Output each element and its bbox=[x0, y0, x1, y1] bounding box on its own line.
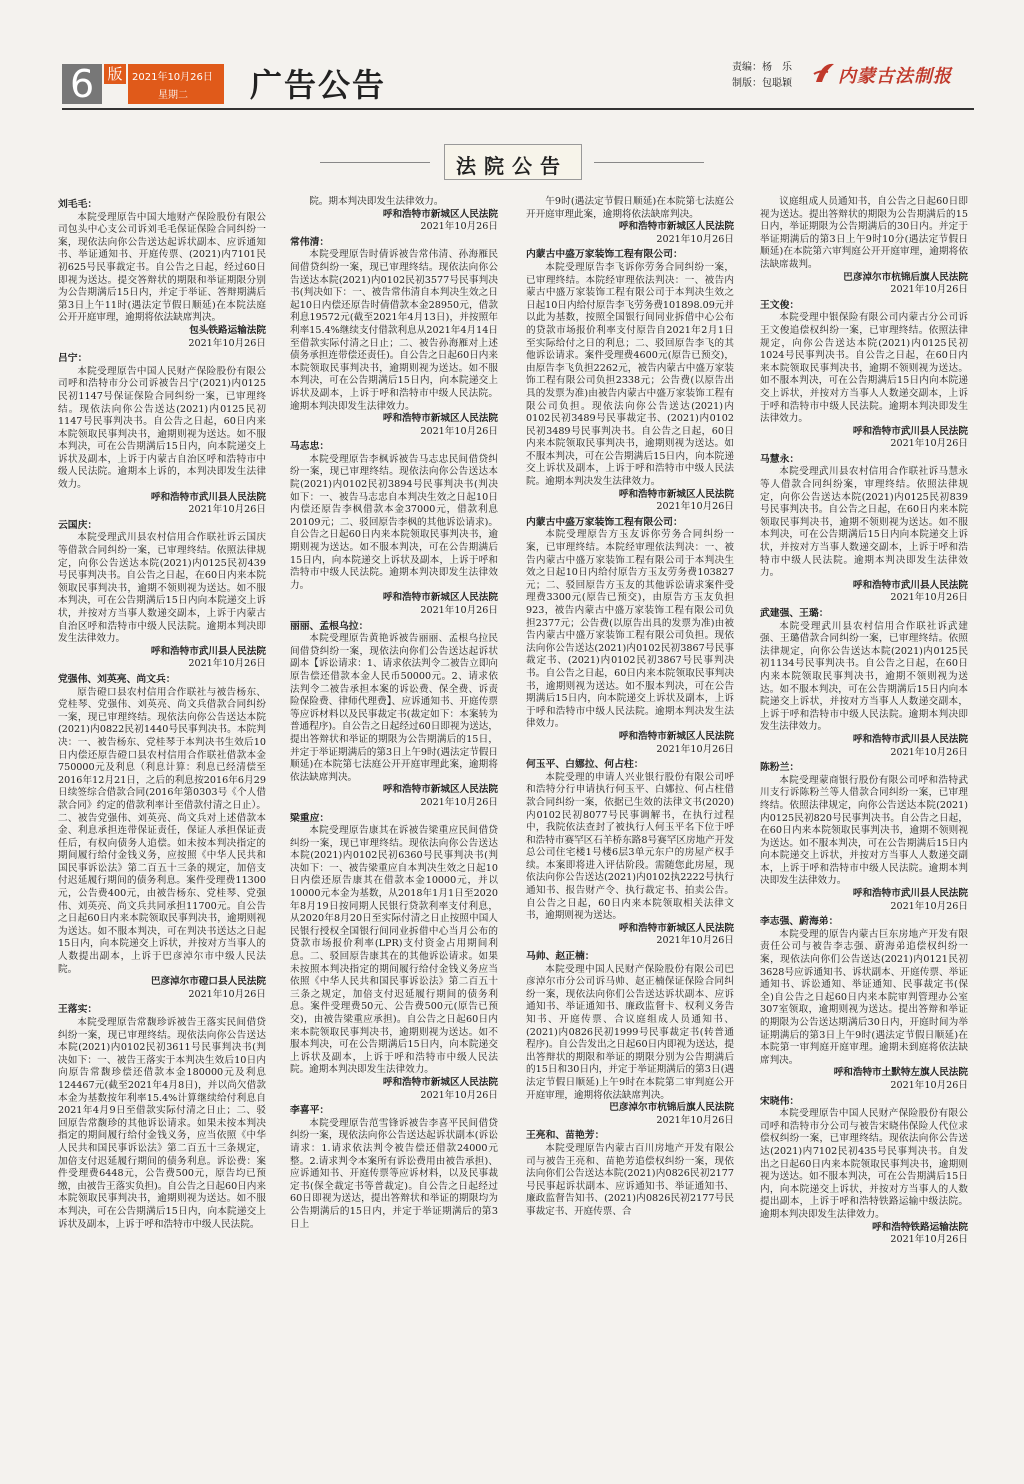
notice bbox=[526, 951, 734, 1127]
notice-court: 呼和浩特市武川县人民法院 bbox=[150, 645, 266, 657]
notice-recipient: 刘毛毛： bbox=[58, 199, 98, 210]
notice bbox=[760, 196, 968, 297]
notice-body: 本院受理原告内蒙古百川房地产开发有限公司与被告王亮和、苗艳芳追偿权纠纷一案，现依法向你们公告送达本院(2021)内0826民初2177号民事起诉状副本、应诉通知书、举证通知书、廉政监督告知书、(2021)内0826民初2177号民事裁定书、开庭传票、合 bbox=[526, 1142, 734, 1217]
notice bbox=[760, 1096, 968, 1247]
issue-date-box bbox=[128, 64, 224, 104]
notice-court: 巴彦淖尔市杭锦后旗人民法院 bbox=[609, 1102, 734, 1114]
notice-date: 2021年10月26日 bbox=[890, 1234, 968, 1246]
notice-date: 2021年10月26日 bbox=[420, 221, 498, 233]
notice-recipient: 云国庆： bbox=[58, 519, 98, 531]
notice bbox=[760, 916, 968, 1092]
notice bbox=[58, 1004, 266, 1231]
page-number: 6 bbox=[62, 64, 102, 104]
notice-court: 呼和浩特市新城区人民法院 bbox=[382, 784, 498, 796]
notice-body: 本院受理原告康其在诉被告梁重应民间借贷纠纷一案，现已审理终结。现依法向你公告送达本院(2021)内0102民初6360号民事判决书(判决如下：一、被告梁重应自本判决生效之日起10日内偿还原告康其在借款本金10000元，并以10000元本金为基数，从2018年1月1日至2020年8月19日按同期人民银行贷款利率支付利息，从2020年8月20日至实际付清之日止按照中国人民银行授权全国银行间同业拆借中心当月公布的贷款市场报价利率(LPR)支付资金占用期间利息。二、驳回原告康其在的其他诉讼请求。如果未按照本判决指定的期间履行给付金钱义务应当依照《中华人民共和国民事诉讼法》第二百五十三条之规定，加倍支付迟延履行期间的债务利息。案件受理费50元、公告费500元(原告已预交)，由被告梁重应承担)。自公告之日起60日内来本院领取民事判决书，逾期则视为送达。如不服本判决，可在公告期满后15日内，向本院递交上诉状及副本，上诉于呼和浩特市中级人民法院。逾期本判决即发生法律效力。 bbox=[290, 825, 498, 1076]
notice-recipient: 陈粉兰： bbox=[760, 762, 800, 774]
header-rule bbox=[62, 108, 974, 110]
notice-recipient: 梁重应： bbox=[290, 812, 330, 824]
section-title: 广告公告 bbox=[250, 66, 387, 104]
notice-date: 2021年10月26日 bbox=[890, 1079, 968, 1091]
notice bbox=[290, 196, 498, 234]
notice-body: 本院受理中国人民财产保险股份有限公司巴彦淖尔市分公司诉马帅、赵正楠保证保险合同纠纷一案，现依法向你们公告送达诉状副本、应诉通知书、举证通知书、廉政监督卡、权利义务告知书、开庭传票、合议庭组成人员通知书、(2021)内0826民初1999号民事裁定书(转普通程序)。自公告发出之日起60日内即视为送达，提出答辩状的期限和举证的期限分别为公告期满后的15日和30日内，并定于举证期满后的第3日(遇法定节假日顺延)上午9时在本院第二审判庭公开开庭审理，逾期将依法缺席判决。 bbox=[526, 963, 734, 1101]
notice-court: 呼和浩特市武川县人民法院 bbox=[852, 425, 968, 437]
notice bbox=[58, 674, 266, 1001]
notice-date: 2021年10月26日 bbox=[656, 935, 734, 947]
notice-recipient: 吕宁： bbox=[58, 353, 88, 365]
notice-date: 2021年10月26日 bbox=[890, 438, 968, 450]
notice bbox=[526, 517, 734, 756]
notice-date: 2021年10月26日 bbox=[420, 425, 498, 437]
notice-date: 2021年10月26日 bbox=[420, 605, 498, 616]
notice-body: 本院受理原告黄艳诉被告丽丽、孟根乌拉民间借贷纠纷一案，现依法向你们公告送达起诉状副本【诉讼请求：1、请求依法判令二被告立即向原告偿还借款本金人民币50000元。2、请求依法判令二被告承担本案的诉讼费、保全费、诉责险保险费、律师代理费】、应诉通知书、开庭传票等应诉材料以及民事裁定书(裁定如下：本案转为普通程序)。自公告之日起经过60日即视为送达，提出答辩状和举证的期限为公告期满后的15日，并定于举证期满后的第3日上午9时(遇法定节假日顺延)在本院第七法庭公开开庭审理此案，逾期将依法缺席判决。 bbox=[290, 633, 498, 783]
notice bbox=[760, 608, 968, 759]
notice-recipient: 常伟清： bbox=[290, 236, 330, 248]
notice-body: 本院受理的申请人兴业银行股份有限公司呼和浩特分行申请执行何玉平、白娜拉、何占柱借款合同纠纷一案，依据已生效的法律文书(2020)内0102民初8077号民事调解书，在执行过程中，我院依法查封了被执行人何玉平名下位于呼和浩特市赛罕区石羊桥东路8号赛罕区房地产开发总公司住宅楼1号楼6层3单元东户的房屋产权手续。本案即将进入评估阶段。需随您此房屋，现依法向你公告送达(2021)内0102执2222号执行通知书、报告财产令、执行裁定书、拍卖公告。自公告之日起，60日内来本院领取相关法律文书，逾期则视为送达。 bbox=[526, 771, 734, 922]
notice-court: 呼和浩特市新城区人民法院 bbox=[618, 221, 734, 233]
notice-date: 2021年10月26日 bbox=[188, 504, 266, 516]
notice-body: 本院受理的原告内蒙古巨东房地产开发有限责任公司与被告李志强、蔚海弟追偿权纠纷一案，现依法向你们公告送达(2021)内0121民初3628号应诉通知书、诉状副本、开庭传票、举证通知书、诉讼通知、举证通知、民事裁定书(保全)自公告之日起60日内来本院审判管理办公室307室领取，逾期则视为送达。提出答辩和举证的期限为公告送达期满后30日内，开庭时间为举证期满后的第3日上午9时(遇法定节假日顺延)在本院第一审判庭开庭审理。逾期未到庭将依法缺席判决。 bbox=[760, 928, 968, 1066]
notice-recipient: 丽丽、孟根乌拉： bbox=[290, 620, 369, 632]
notice-body: 原告磴口县农村信用合作联社与被告杨东、党桂琴、党强伟、刘英亮、尚文兵借款合同纠纷一案，现已审理终结。现依法向你公告送达本院(2021)内0822民初1440号民事判决书。本院判决：一、被告杨东、党桂琴于本判决书生效后10日内偿还原告磴口县农村信用合作联社借款本金750000元及利息（利息计算：利息已经清偿至2016年12月21日，之后的利息按2016年6月29日续签综合借款合同(2016年第0303号《个人借款合同》约定的借款利率计至借款付清之日止）。二、被告党强伟、刘英亮、尚文兵对上述借款本金、利息承担连带保证责任，保证人承担保证责任后，有权向债务人追偿。如未按本判决指定的期间履行给付金钱义务，应按照《中华人民共和国民事诉讼法》第二百五十三条的规定，加倍支付迟延履行期间的债务利息。案件受理费11300元，公告费400元，由被告杨东、党桂琴、党强伟、刘英亮、尚文兵共同承担11700元。自公告之日起60日内来本院领取民事判决书，逾期则视为送达。如不服本判决，可在判决书送达之日起15日内，向本院递交上诉状，并按对方当事人的人数提出副本，上诉于巴彦淖尔市中级人民法院。 bbox=[58, 686, 266, 975]
newspaper-name: 内蒙古法制报 bbox=[838, 66, 952, 87]
notice bbox=[526, 1130, 734, 1218]
notice-court: 呼和浩特市武川县人民法院 bbox=[852, 888, 968, 900]
column-2 bbox=[290, 196, 498, 1231]
notice-court: 呼和浩特市新城区人民法院 bbox=[618, 488, 734, 500]
notice-recipient: 内蒙古中盛万家装饰工程有限公司： bbox=[526, 516, 683, 528]
notice-date: 2021年10月26日 bbox=[188, 337, 266, 349]
logo-emblem-icon bbox=[812, 60, 836, 86]
notice-recipient: 王落实： bbox=[58, 1004, 98, 1016]
notice-recipient: 马慧永： bbox=[760, 453, 800, 465]
notice-date: 2021年10月26日 bbox=[188, 658, 266, 670]
notice bbox=[58, 353, 266, 517]
notice-recipient: 何玉平、白娜拉、何占柱： bbox=[526, 759, 644, 771]
notice-recipient: 内蒙古中盛万家装饰工程有限公司： bbox=[526, 249, 683, 261]
notice-court: 巴彦淖尔市磴口县人民法院 bbox=[150, 976, 266, 988]
notice-court: 呼和浩特市新城区人民法院 bbox=[382, 208, 498, 220]
notice-date: 2021年10月26日 bbox=[890, 746, 968, 758]
heading-rule-left bbox=[320, 162, 430, 163]
notice bbox=[290, 441, 498, 617]
notice-body: 院。期本判决即发生法律效力。 bbox=[309, 196, 444, 207]
notice-date: 2021年10月26日 bbox=[656, 743, 734, 755]
issue-date: 2021年10月26日 bbox=[132, 72, 213, 83]
notice-recipient: 马帅、赵正楠： bbox=[526, 951, 595, 963]
notice-recipient: 王文俊： bbox=[760, 299, 800, 311]
notice-body: 本院受理武川县农村信用合作联社诉云国庆等借款合同纠纷一案，已审理终结。依照法律规定，向你公告送达本院(2021)内0125民初439号民事判决书。自公告之日起，在60日内来本院领取民事判决书，逾期不领则视为送达。如不服本判决，可在公告期满后15日内向本院递交上诉状，并按对方当事人数递交副本，上诉于内蒙古自治区呼和浩特市中级人民法院。逾期本判决即发生法律效力。 bbox=[58, 532, 266, 645]
notice-court: 呼和浩特市土默特左旗人民法院 bbox=[833, 1067, 968, 1079]
notice-date: 2021年10月26日 bbox=[188, 988, 266, 1000]
notice-recipient: 李喜平： bbox=[290, 1105, 330, 1117]
notice-recipient: 党强伟、刘英亮、尚文兵： bbox=[58, 673, 176, 685]
notice-body: 本院受理原告中国大地财产保险股份有限公司包头中心支公司诉刘毛毛保证保险合同纠纷一案，现依法向你公告送达起诉状副本、应诉通知书、举证通知书、开庭传票、(2021)内7101民初625号民事裁定书。自公告之日起，经过60日即视为送达。提交答辩状的期限和举证期限分别为公告期满后15日内，并定于举证、答辩期满后第3日上午11时(遇法定节假日顺延)在本院法庭公开开庭审理，逾期将依法缺席判决。 bbox=[58, 211, 266, 324]
notice bbox=[760, 762, 968, 913]
notice-date: 2021年10月26日 bbox=[656, 233, 734, 245]
notice-body: 午9时(遇法定节假日顺延)在本院第七法庭公开开庭审理此案，逾期将依法缺席判决。 bbox=[526, 196, 734, 220]
notice bbox=[290, 813, 498, 1103]
notice bbox=[760, 300, 968, 451]
court-notice-heading bbox=[430, 142, 594, 182]
notice-body: 本院受理中银保险有限公司内蒙古分公司诉王文俊追偿权纠纷一案，已审理终结。依照法律规定，向你公告送达本院(2021)内0125民初1024号民事判决书。自公告之日起，在60日内来本院领取民事判决书，逾期不领则视为送达。如不服本判决，可在公告期满后15日内向本院递交上诉状，并按对方当事人人数递交副本，上诉于呼和浩特市中级人民法院。逾期本判决即发生法律效力。 bbox=[760, 312, 968, 425]
notice-court: 呼和浩特市武川县人民法院 bbox=[150, 491, 266, 503]
notice bbox=[290, 237, 498, 439]
notice-body: 本院受理原告李飞诉你劳务合同纠纷一案，已审理终结。本院经审理依法判决：一、被告内蒙古中盛万家装饰工程有限公司于本判决生效之日起10日内给付原告李飞劳务费101898.09元并以此为基数，按照全国银行间同业拆借中心公布的贷款市场报价利率支付原告自2021年2月1日至实际给付之日的利息；二、驳回原告李飞的其他诉讼请求。案件受理费4600元(原告已预交)，由原告李飞负担2262元，被告内蒙古中盛万家装饰工程有限公司负担2338元；公告费(以原告出具的发票为准)由被告内蒙古中盛万家装饰工程有限公司负担。现依法向你公告送达(2021)内0102民初3489号民事裁定书、(2021)内0102民初3489号民事判决书。自公告之日起，60日内来本院领取民事判决书，逾期则视为送达。如不服本判决，可在公告期满后15日内，向本院递交上诉状及副本，上诉于呼和浩特市中级人民法院。逾期本判决发生法律效力。 bbox=[526, 261, 734, 488]
notice-body: 本院受理原告时倩诉被告常伟清、孙海雁民间借贷纠纷一案，现已审理终结。现依法向你公告送达本院(2021)内0102民初3577号民事判决书(判决如下：一、被告常伟清自本判决生效之日起10日内偿还原告时倩借款本金28950元，借款利息19572元(截至2021年4月13日)，并按照年利率15.4%继续支付借款利息从2021年4月14日至借款实际付清之日止；二、被告孙海雁对上述债务承担连带偿还责任)。自公告之日起60日内来本院领取民事判决书，逾期则视为送达。如不服本判决，可在公告期满后15日内，向本院递交上诉状及副本，上诉于呼和浩特市中级人民法院。逾期本判决即发生法律效力。 bbox=[290, 249, 498, 412]
notice-body: 本院受理原告李枫诉被告马志忠民间借贷纠纷一案，现已审理终结。现依法向你公告送达本院(2021)内0102民初3894号民事判决书(判决如下：一、被告马志忠自本判决生效之日起10日内偿还原告李枫借款本金37000元，借款利息20109元；二、驳回原告李枫的其他诉讼请求)。自公告之日起60日内来本院领取民事判决书，逾期则视为送达。如不服本判决，可在公告期满后15日内，向本院递交上诉状及副本，上诉于呼和浩特市中级人民法院。逾期本判决即发生法律效力。 bbox=[290, 453, 498, 591]
notice bbox=[526, 196, 734, 246]
notice-court: 呼和浩特市武川县人民法院 bbox=[852, 579, 968, 591]
notice-court: 呼和浩特市新城区人民法院 bbox=[618, 922, 734, 934]
notice-body: 本院受理原告范雪锋诉被告李喜平民间借贷纠纷一案，现依法向你公告送达起诉状副本(诉讼请求：1.请求依法判令被告偿还借款24000元整。2.请求判令本案所有诉讼费用由被告承担)、应诉通知书、开庭传票等应诉材料，以及民事裁定书(保全裁定书等普裁定)。自公告之日起经过60日即视为送达，提出答辩状和举证的期限均为公告期满后的15日内，并定于举证期满后的第3日上 bbox=[290, 1117, 498, 1230]
producer-line: 制版：包聪颖 bbox=[732, 78, 792, 89]
notice-body: 本院受理武川县农村信用合作联社诉马慧永等人借款合同纠纷案，审理终结。依照法律规定，向你公告送达本院(2021)内0125民初839号民事判决书。自公告之日起，在60日内来本院领取民事判决书，逾期不领则视为送达。如不服本判决，可在公告期满后15日内向本院递交上诉状，并按对方当事人数递交副本，上诉于呼和浩特市中级人民法院。逾期本判决即发生法律效力。 bbox=[760, 466, 968, 579]
newspaper-logo bbox=[812, 58, 982, 88]
court-notice-title: 法院公告 bbox=[456, 154, 568, 178]
notice-date: 2021年10月26日 bbox=[890, 900, 968, 912]
column-3 bbox=[526, 196, 734, 1219]
notice-court: 包头铁路运输法院 bbox=[189, 324, 266, 336]
notice-body: 本院受理蒙商银行股份有限公司呼和浩特武川支行诉陈粉兰等人借款合同纠纷一案，已审理终结。依照法律规定，向你公告送达本院(2021)内0125民初820号民事判决书。自公告之日起，在60日内来本院领取民事判决书，逾期不领则视为送达。如不服本判决，可在公告期满后15日内向本院递交上诉状，并按对方当事人人数递交副本，上诉于呼和浩特市中级人民法院。逾期本判决即发生法律效力。 bbox=[760, 774, 968, 887]
notice-body: 本院受理原告方玉友诉你劳务合同纠纷一案，已审理终结。本院经审理依法判决：一、被告内蒙古中盛万家装饰工程有限公司于本判决生效之日起10日内给付原告方玉友劳务费103827元；二、驳回原告方玉友的其他诉讼请求案件受理费3300元(原告已预交)，由原告方玉友负担923，被告内蒙古中盛万家装饰工程有限公司负担2377元；公告费(以原告出具的发票为准)由被告内蒙古中盛万家装饰工程有限公司负担。现依法向你公告送达(2021)内0102民初3867号民事裁定书、(2021)内0102民初3867号民事判决书。自公告之日起，60日内来本院领取民事判决书，逾期则视为送达。如不服本判决，可在公告期满后15日内，向本院递交上诉状及副本，上诉于呼和浩特市中级人民法院。逾期本判决发生法律效力。 bbox=[526, 529, 734, 730]
editor-line: 责编：杨 乐 bbox=[732, 62, 792, 73]
notice-body: 本院受理原告中国人民财产保险股份有限公司呼和浩特市分公司与被告宋晓伟保险人代位求偿权纠纷一案，已审理终结。现依法向你公告送达(2021)内7102民初435号民事判决书。自发出之日起60日内来本院领取民事判决书，逾期则视为送达。如不服本判决，可在公告期满后15日内，向本院递交上诉状，并按对方当事人的人数提出副本，上诉于呼和浩特铁路运输中级法院。逾期本判决即发生法律效力。 bbox=[760, 1108, 968, 1220]
notice bbox=[526, 759, 734, 948]
notice-court: 巴彦淖尔市杭锦后旗人民法院 bbox=[843, 271, 968, 283]
notice bbox=[290, 621, 498, 810]
notice-court: 呼和浩特市新城区人民法院 bbox=[382, 1076, 498, 1088]
issue-weekday: 星期二 bbox=[158, 90, 188, 101]
notice-recipient: 宋晓伟： bbox=[760, 1095, 800, 1107]
notice-court: 呼和浩特市新城区人民法院 bbox=[618, 730, 734, 742]
notice-date: 2021年10月26日 bbox=[420, 1089, 498, 1101]
column-1 bbox=[58, 196, 266, 1231]
notice-date: 2021年10月26日 bbox=[656, 501, 734, 513]
notice-date: 2021年10月26日 bbox=[656, 1114, 734, 1126]
notice-court: 呼和浩特市新城区人民法院 bbox=[382, 592, 498, 604]
notice-court: 呼和浩特市武川县人民法院 bbox=[852, 733, 968, 745]
notice-recipient: 武建强、王璐： bbox=[760, 608, 829, 619]
ban-label: 版 bbox=[104, 64, 126, 84]
editor-credits bbox=[732, 60, 792, 92]
notice-date: 2021年10月26日 bbox=[890, 592, 968, 604]
notice-body: 议庭组成人员通知书，自公告之日起60日即视为送达。提出答辩状的期限为公告期满后的15日内，举证期限为公告期满后的30日内。并定于举证期满后的第3日上午9时10分(遇法定节假日顺延)在本院第六审判庭公开开庭审理，逾期将依法缺席裁判。 bbox=[760, 196, 968, 270]
notice bbox=[58, 199, 266, 350]
notice bbox=[290, 1105, 498, 1231]
notice-recipient: 李志强、蔚海弟： bbox=[760, 916, 839, 928]
notice-court: 呼和浩特市新城区人民法院 bbox=[382, 413, 498, 425]
notice-recipient: 王亮和、苗艳芳： bbox=[526, 1130, 605, 1142]
notice-date: 2021年10月26日 bbox=[890, 284, 968, 296]
column-4 bbox=[760, 196, 968, 1247]
notice-recipient: 马志忠： bbox=[290, 441, 330, 453]
heading-rule-right bbox=[594, 162, 704, 163]
notice bbox=[760, 454, 968, 605]
notice-body: 本院受理原告常馥珍诉被告王落实民间借贷纠纷一案，现已审理终结。现依法向你公告送达本院(2021)内0102民初3611号民事判决书(判决如下：一、被告王落实于本判决生效后10日内向原告常馥珍偿还借款本金180000元及利息124467元(截至2021年4月8日)，并以尚欠借款本金为基数按年利率15.4%计算继续给付利息自2021年4月9日至借款实际付清之日止；二、驳回原告常馥珍的其他诉讼请求。如果未按本判决指定的期间履行给付金钱义务，应当依照《中华人民共和国民事诉讼法》第二百五十三条规定，加倍支付迟延履行期间的债务利息。诉讼费：案件受理费6448元，公告费500元，原告均已预缴，由被告王落实负担)。自公告之日起60日内来本院领取民事判决书，逾期则视为送达。如不服本判决，可在公告期满后15日内，向本院递交上诉状及副本，上诉于呼和浩特市中级人民法院。 bbox=[58, 1017, 266, 1230]
notice bbox=[58, 520, 266, 671]
notice-body: 本院受理武川县农村信用合作联社诉武建强、王璐借款合同纠纷一案，已审理终结。依照法律规定，向你公告送达本院(2021)内0125民初1134号民事判决书。自公告之日起，在60日内来本院领取民事判决书，逾期不领则视为送达。如不服本判决，可在公告期满后15日内向本院递交上诉状，并按对方当事人人数递交副本，上诉于呼和浩特市中级人民法院。逾期本判决即发生法律效力。 bbox=[760, 620, 968, 733]
notice-date: 2021年10月26日 bbox=[420, 796, 498, 808]
notice bbox=[526, 249, 734, 513]
page-header bbox=[0, 0, 1024, 120]
notice-court: 呼和浩特铁路运输法院 bbox=[872, 1221, 968, 1233]
notice-body: 本院受理原告中国人民财产保险股份有限公司呼和浩特市分公司诉被告吕宁(2021)内0125民初1147号保证保险合同纠纷一案，已审理终结。现依法向你公告送达(2021)内0125民初1147号民事判决书。自公告之日起，60日内来本院领取民事判决书，逾期则视为送达。如不服本判决，可在公告期满后15日内，向本院递交上诉状及副本，上诉于内蒙古自治区呼和浩特市中级人民法院。逾期本上诉的，本判决即发生法律效力。 bbox=[58, 365, 266, 491]
